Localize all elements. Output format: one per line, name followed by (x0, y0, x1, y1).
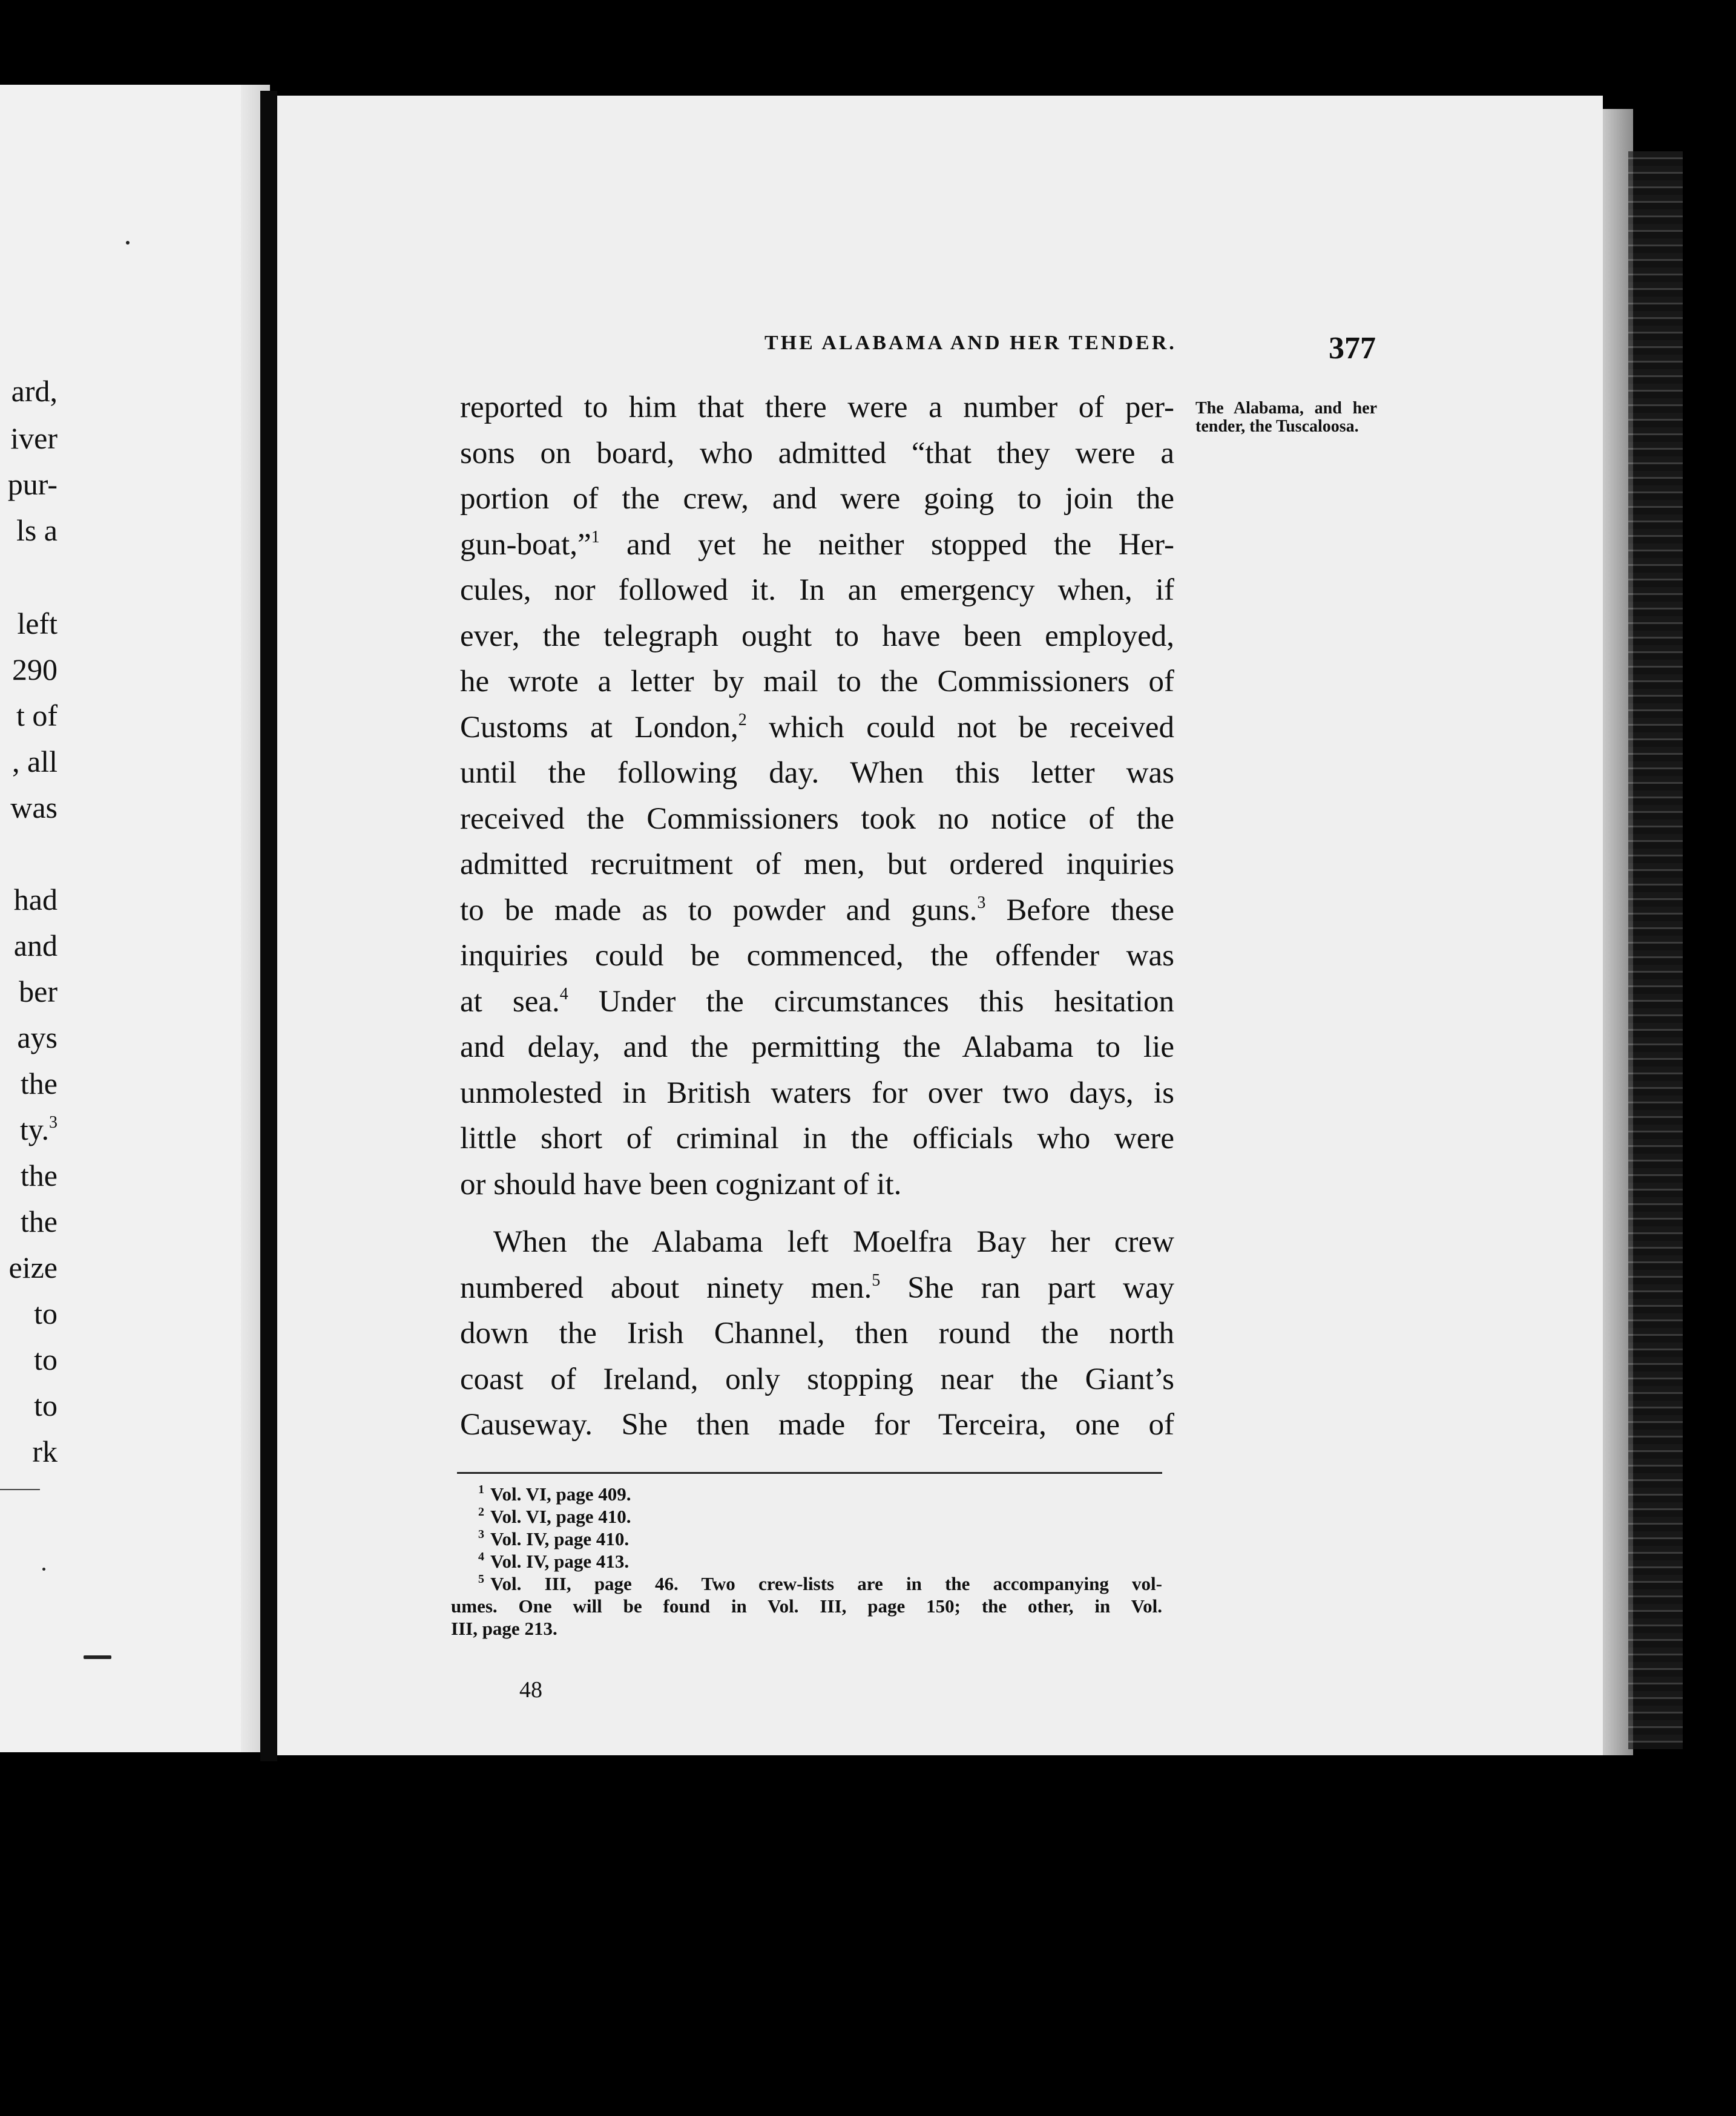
left-fragment: and (13, 928, 58, 962)
left-footnote-rule (0, 1489, 40, 1490)
left-fragment: eize (8, 1250, 58, 1284)
footnote: $^3$ Vol. IV, page 410. (478, 1528, 630, 1549)
text-line: inquiries could be commenced, the offender was (460, 939, 1174, 973)
footnotes (451, 1483, 1162, 1640)
text-line: down the Irish Channel, then round the north (460, 1316, 1174, 1350)
running-header: THE ALABAMA AND HER TENDER. (764, 332, 1177, 354)
ink-speck (126, 241, 130, 245)
footnote: $^4$ Vol. IV, page 413. (478, 1550, 630, 1572)
left-fragment: pur- (7, 467, 58, 501)
footnote-ref: 5 (872, 1270, 881, 1290)
footnote-ref: 1 (591, 527, 600, 547)
ink-speck (42, 1568, 45, 1571)
text-line: and delay, and the permitting the Alabama to lie (460, 1030, 1174, 1064)
page-stack-edge (1628, 151, 1683, 1749)
left-fragment: iver (10, 421, 58, 455)
footnote-ref: 2 (738, 710, 747, 729)
margin-note: The Alabama, and her tender, the Tuscaloosa. (1195, 399, 1377, 436)
left-fragment: the (20, 1066, 58, 1100)
footnote-rule (457, 1472, 1162, 1474)
left-page-fragments (0, 0, 58, 2116)
body-text (460, 385, 1174, 1448)
text-line: to be made as to powder and guns.$^3$ Before these (460, 893, 1174, 927)
text-line: coast of Ireland, only stopping near the Giant’s (460, 1362, 1174, 1396)
text-line: When the Alabama left Moelfra Bay her crew (493, 1225, 1174, 1259)
text-line: Customs at London,$^2$ which could not be received (460, 710, 1174, 744)
left-fragment: rk (32, 1434, 58, 1468)
left-fragment: , all (12, 744, 58, 778)
footnote: $^1$ Vol. VI, page 409. (478, 1483, 631, 1505)
left-fragment: 290 (12, 652, 58, 686)
text-line: until the following day. When this letter was (460, 756, 1174, 790)
text-line: admitted recruitment of men, but ordered inquiries (460, 847, 1174, 881)
text-line: or should have been cognizant of it. (460, 1167, 902, 1201)
signature-mark: 48 (519, 1677, 542, 1703)
footnote-ref: 4 (559, 984, 568, 1004)
left-fragment: left (17, 606, 58, 640)
left-fragment: ays (17, 1020, 58, 1054)
text-line: unmolested in British waters for over two days, is (460, 1076, 1174, 1110)
text-line: cules, nor followed it. In an emergency when, if (460, 573, 1174, 607)
left-fragment: ls a (16, 513, 58, 547)
left-fragment: the (20, 1204, 58, 1238)
left-fragment: ard, (11, 374, 58, 408)
text-line: Causeway. She then made for Terceira, one of (460, 1408, 1174, 1442)
text-line: gun-boat,”$^1$ and yet he neither stopped the Her- (460, 527, 1174, 562)
page-number: 377 (1329, 331, 1376, 366)
text-line: received the Commissioners took no notice of the (460, 801, 1174, 836)
left-fragment: to (34, 1296, 58, 1330)
text-line: he wrote a letter by mail to the Commissioners of (460, 665, 1174, 698)
text-line: reported to him that there were a number of per- (460, 390, 1174, 424)
book-spine (260, 91, 277, 1761)
footnote-ref: 3 (977, 893, 986, 912)
text-line: portion of the crew, and were going to join the (460, 482, 1174, 516)
left-fragment: had (13, 882, 58, 916)
left-fragment: the (20, 1158, 58, 1192)
text-line: little short of criminal in the officials who were (460, 1122, 1174, 1155)
text-line: sons on board, who admitted “that they were a (460, 436, 1174, 470)
left-fragment: to (34, 1342, 58, 1376)
footnote: $^5$ Vol. III, page 46. Two crew-lists are in the accompanying vol- umes. One will be found in Vol. III, page 150; the other, in Vol. III, page 213. (451, 1572, 1162, 1639)
text-line: ever, the telegraph ought to have been employed, (460, 619, 1174, 653)
footnote: $^2$ Vol. VI, page 410. (478, 1505, 631, 1527)
left-fragment: was (10, 790, 58, 824)
text-line: numbered about ninety men.$^5$ She ran part way (460, 1270, 1174, 1305)
left-fragment: t of (16, 698, 58, 732)
left-fragment: ber (19, 974, 58, 1008)
left-fragment: ty.$^3$ (19, 1112, 58, 1146)
ink-speck (84, 1655, 111, 1659)
text-line: at sea.$^4$ Under the circumstances this hesitation (460, 984, 1174, 1019)
left-fragment: to (34, 1388, 58, 1422)
